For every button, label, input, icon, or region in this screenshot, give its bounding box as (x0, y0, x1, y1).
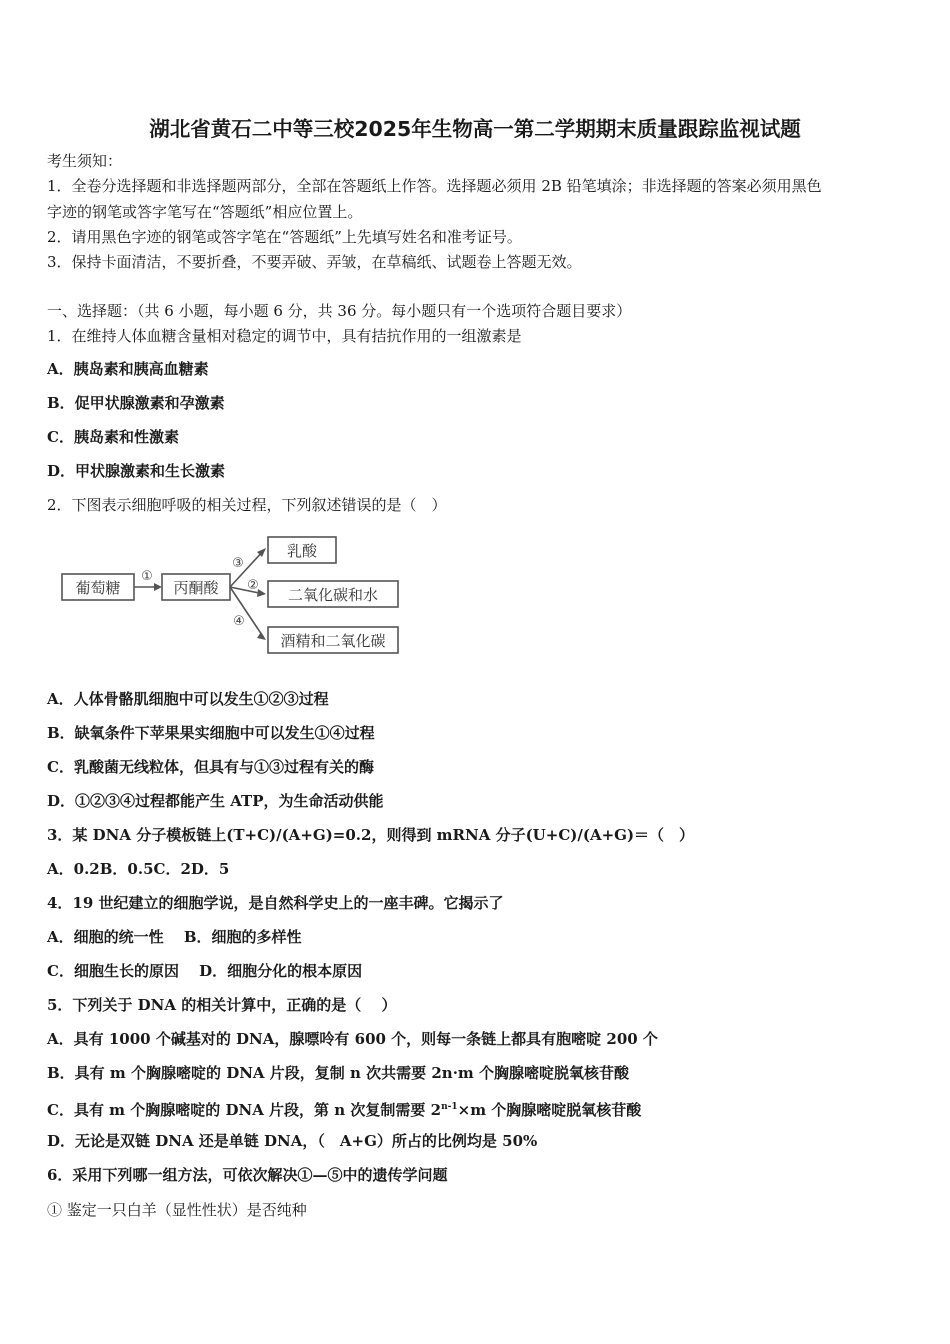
q5-option-c-tail: ×m 个胸腺嘧啶脱氧核苷酸 (457, 1101, 642, 1119)
section-heading: 一、选择题：（共 6 小题，每小题 6 分，共 36 分。每小题只有一个选项符合题目要求） (47, 302, 632, 320)
notice-item-3: 3．保持卡面清洁，不要折叠，不要弄破、弄皱，在草稿纸、试题卷上答题无效。 (47, 253, 582, 271)
q5-option-a: A．具有 1000 个碱基对的 DNA，腺嘌呤有 600 个，则每一条链上都具有胞嘧啶 200 个 (47, 1030, 658, 1048)
q1-option-a: A．胰岛素和胰高血糖素 (47, 360, 209, 378)
notice-item-1-line-2: 字迹的钢笔或答字笔写在“答题纸”相应位置上。 (47, 203, 363, 221)
q3-options: A．0.2B．0.5C．2D．5 (47, 860, 230, 878)
q5-option-c-text: C．具有 m 个胸腺嘧啶的 DNA 片段，第 n 次复制需要 2 (47, 1101, 442, 1119)
q5-stem: 5．下列关于 DNA 的相关计算中，正确的是（ ） (47, 996, 397, 1014)
notice-item-1-line-1: 1．全卷分选择题和非选择题两部分，全部在答题纸上作答。选择题必须用 2B 铅笔填涂；非选择题的答案必须用黑色 (47, 177, 822, 195)
q2-option-b: B．缺氧条件下苹果果实细胞中可以发生①④过程 (47, 724, 375, 742)
process-4-label: ④ (233, 614, 245, 629)
q2-option-c: C．乳酸菌无线粒体，但具有与①③过程有关的酶 (47, 758, 374, 776)
process-1-label: ① (141, 569, 153, 584)
q2-option-a: A．人体骨骼肌细胞中可以发生①②③过程 (47, 690, 329, 708)
respiration-diagram (58, 525, 408, 660)
q1-option-b: B．促甲状腺激素和孕激素 (47, 394, 225, 412)
q5-option-b: B．具有 m 个胸腺嘧啶的 DNA 片段，复制 n 次共需要 2n·m 个胸腺嘧啶脱氧核苷酸 (47, 1064, 630, 1082)
lactic-label: 乳酸 (286, 542, 318, 560)
pyruvate-label: 丙酮酸 (173, 579, 219, 597)
q5-option-c-exponent: n-1 (441, 1102, 458, 1112)
q1-option-d: D．甲状腺激素和生长激素 (47, 462, 226, 480)
q4-options-ab: A．细胞的统一性 B．细胞的多样性 (47, 928, 302, 946)
process-3-label: ③ (232, 556, 244, 571)
glucose-label: 葡萄糖 (75, 579, 121, 597)
q6-item-1: ① 鉴定一只白羊（显性性状）是否纯种 (47, 1201, 307, 1219)
notice-heading: 考生须知： (47, 152, 123, 170)
co2-water-label: 二氧化碳和水 (287, 586, 379, 604)
page-title: 湖北省黄石二中等三校2025年生物高一第二学期期末质量跟踪监视试题 (149, 117, 801, 141)
q4-options-cd: C．细胞生长的原因 D．细胞分化的根本原因 (47, 962, 363, 980)
q2-stem: 2．下图表示细胞呼吸的相关过程，下列叙述错误的是（ ） (47, 496, 447, 514)
q1-stem: 1．在维持人体血糖含量相对稳定的调节中，具有拮抗作用的一组激素是 (47, 327, 522, 345)
q5-option-c (47, 1097, 641, 1120)
q5-option-d: D．无论是双链 DNA 还是单链 DNA，（ A+G）所占的比例均是 50% (47, 1132, 538, 1150)
q3-stem: 3．某 DNA 分子模板链上(T+C)/(A+G)=0.2，则得到 mRNA 分子(U+C)/(A+G)＝（ ） (47, 826, 695, 844)
q4-stem: 4．19 世纪建立的细胞学说，是自然科学史上的一座丰碑。它揭示了 (47, 894, 504, 912)
notice-item-2: 2．请用黑色字迹的钢笔或答字笔在“答题纸”上先填写姓名和准考证号。 (47, 228, 522, 246)
q6-stem: 6．采用下列哪一组方法，可依次解决①—⑤中的遗传学问题 (47, 1166, 448, 1184)
alcohol-co2-label: 酒精和二氧化碳 (280, 632, 386, 650)
q1-option-c: C．胰岛素和性激素 (47, 428, 179, 446)
process-2-label: ② (247, 578, 259, 593)
q2-option-d: D．①②③④过程都能产生 ATP，为生命活动供能 (47, 792, 384, 810)
